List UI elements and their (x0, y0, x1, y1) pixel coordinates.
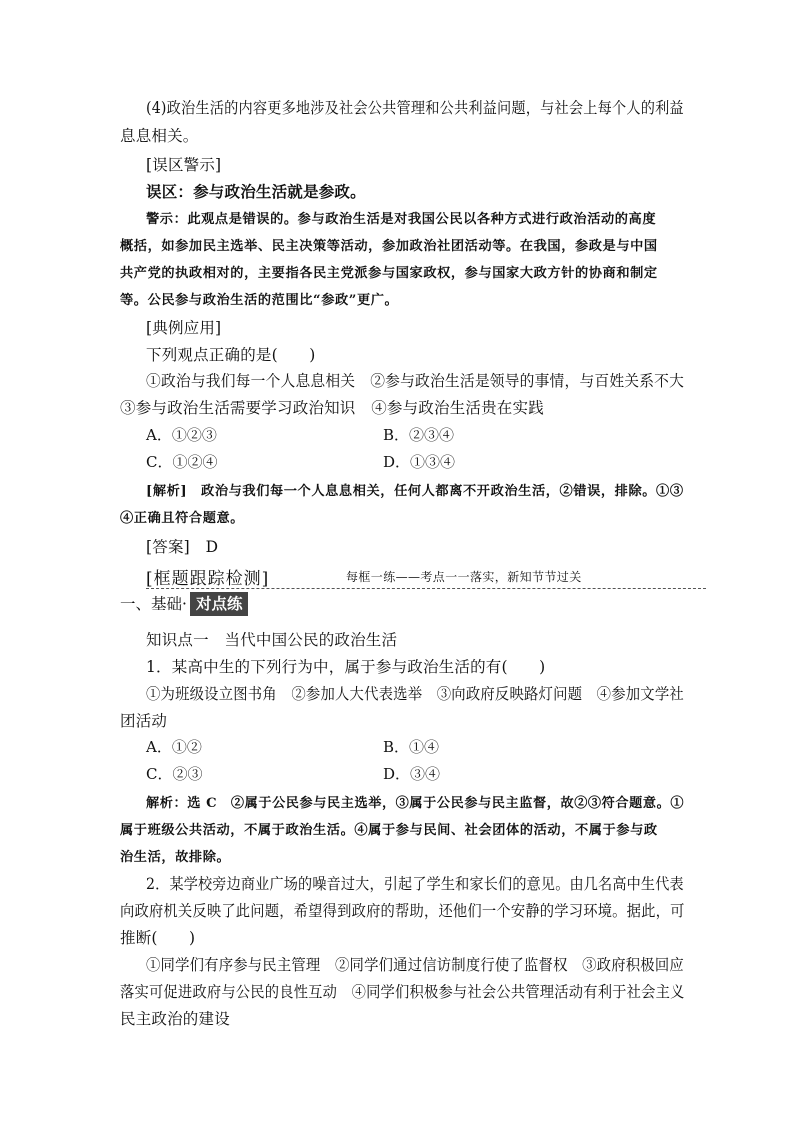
analysis-line: [解析] 政治与我们每一个人息息相关，任何人都离不开政治生活，②错误，排除。①③ (146, 484, 684, 499)
analysis-line: 治生活，故排除。 (120, 850, 231, 865)
question-stem-line: 推断( ) (120, 929, 196, 947)
option-d: D．①③④ (383, 453, 456, 471)
example-items-line: ①政治与我们每一个人息息相关 ②参与政治生活是领导的事情，与百姓关系不大 (146, 372, 685, 390)
level-title (120, 592, 248, 616)
example-heading: [典例应用] (146, 319, 222, 337)
section-header (146, 564, 706, 589)
analysis-line: 属于班级公共活动，不属于政治生活。④属于参与民间、社会团体的活动，不属于参与政 (120, 823, 658, 838)
section-title: [框题跟踪检测] (146, 569, 270, 589)
paragraph-line: (4)政治生活的内容更多地涉及社会公共管理和公共利益问题，与社会上每个人的利益 (146, 99, 684, 117)
option-b: B．①④ (383, 738, 440, 756)
option-a: A．①② (146, 738, 202, 756)
option-b: B．②③④ (383, 426, 455, 444)
option-a: A．①②③ (146, 426, 217, 444)
misconception-statement: 误区：参与政治生活就是参政。 (146, 182, 366, 201)
misconception-heading: [误区警示] (146, 156, 222, 174)
question-items-line: 民主政治的建设 (120, 1010, 230, 1028)
warning-line: 概括，如参加民主选举、民主决策等活动，参加政治社团活动等。在我国，参政是与中国 (120, 239, 658, 254)
option-c: C．①②④ (146, 453, 218, 471)
question-items-line: ①为班级设立图书角 ②参加人大代表选举 ③向政府反映路灯问题 ④参加文学社 (146, 685, 684, 703)
question-items-line: 落实可促进政府与公民的良性互动 ④同学们积极参与社会公共管理活动有利于社会主义 (120, 983, 685, 1001)
level-badge: 对点练 (190, 592, 249, 616)
analysis-line: 解析：选 C ②属于公民参与民主选举，③属于公民参与民主监督，故②③符合题意。① (146, 796, 685, 811)
level-prefix: 一、基础· (120, 595, 187, 613)
paragraph-line: 息息相关。 (120, 127, 199, 145)
warning-line: 共产党的执政相对的，主要指各民主党派参与国家政权，参与国家大政方针的协商和制定 (120, 266, 658, 281)
section-divider (146, 588, 706, 589)
section-subtitle: 每框一练——考点一一落实，新知节节过关 (346, 570, 582, 584)
option-d: D．③④ (383, 765, 441, 783)
question-stem: 1．某高中生的下列行为中，属于参与政治生活的有( ) (146, 658, 546, 676)
analysis-line: ④正确且符合题意。 (120, 511, 245, 526)
warning-line: 等。公民参与政治生活的范围比“参政”更广。 (120, 293, 399, 308)
warning-line: 警示：此观点是错误的。参与政治生活是对我国公民以各种方式进行政治活动的高度 (146, 212, 657, 227)
example-items-line: ③参与政治生活需要学习政治知识 ④参与政治生活贵在实践 (120, 399, 544, 417)
question-items-line: ①同学们有序参与民主管理 ②同学们通过信访制度行使了监督权 ③政府积极回应 (146, 956, 684, 974)
knowledge-point: 知识点一 当代中国公民的政治生活 (146, 631, 398, 649)
question-stem-line: 向政府机关反映了此问题，希望得到政府的帮助，还他们一个安静的学习环境。据此，可 (120, 902, 685, 920)
question-stem-line: 2．某学校旁边商业广场的噪音过大，引起了学生和家长们的意见。由几名高中生代表 (146, 875, 684, 893)
option-c: C．②③ (146, 765, 203, 783)
question-items-line: 团活动 (120, 712, 168, 730)
example-question: 下列观点正确的是( ) (146, 346, 316, 364)
answer-line: [答案] D (146, 538, 219, 556)
